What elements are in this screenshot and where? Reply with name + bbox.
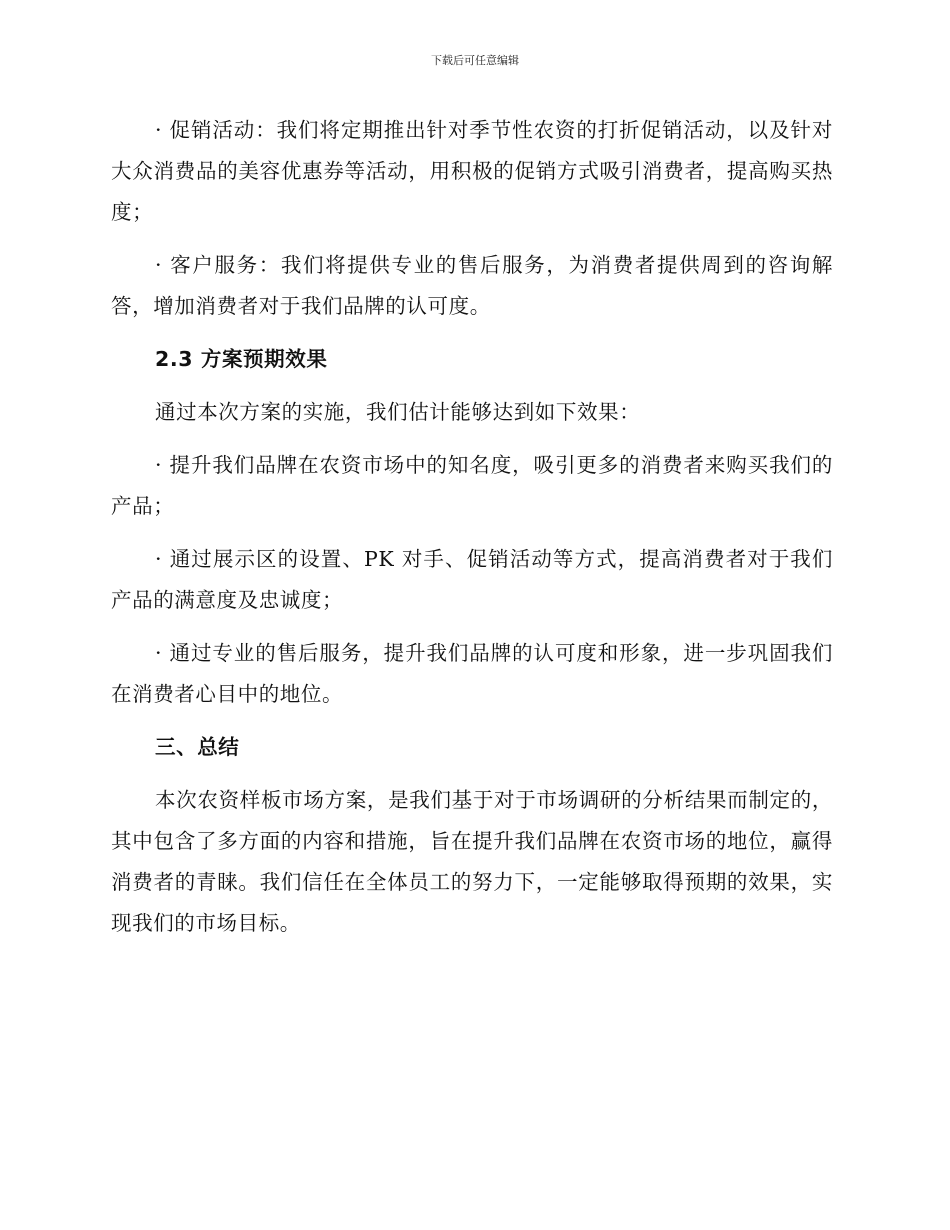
- bullet-after-sales: · 通过专业的售后服务，提升我们品牌的认可度和形象，进一步巩固我们在消费者心目中的地位。: [111, 641, 833, 706]
- bullet-promotion: · 促销活动：我们将定期推出针对季节性农资的打折促销活动，以及针对大众消费品的美容优惠券等活动，用积极的促销方式吸引消费者，提高购买热度；: [111, 118, 833, 224]
- bullet-brand-awareness: · 提升我们品牌在农资市场中的知名度，吸引更多的消费者来购买我们的产品；: [111, 453, 833, 518]
- section-heading-summary: 三、总结: [155, 735, 240, 759]
- section-heading-2-3: 2.3 方案预期效果: [155, 347, 328, 371]
- bullet-satisfaction: · 通过展示区的设置、PK 对手、促销活动等方式，提高消费者对于我们产品的满意度及忠诚度；: [111, 547, 833, 612]
- document-body: [111, 110, 833, 956]
- bullet-customer-service: · 客户服务：我们将提供专业的售后服务，为消费者提供周到的咨询解答，增加消费者对于我们品牌的认可度。: [111, 253, 833, 318]
- page-header: 下载后可任意编辑: [431, 54, 519, 67]
- intro-paragraph: 通过本次方案的实施，我们估计能够达到如下效果：: [155, 400, 641, 424]
- summary-paragraph: 本次农资样板市场方案，是我们基于对于市场调研的分析结果而制定的，其中包含了多方面的内容和措施，旨在提升我们品牌在农资市场的地位，赢得消费者的青睐。我们信任在全体员工的努力下，一定能够取得预期的效果，实现我们的市场目标。: [111, 788, 833, 935]
